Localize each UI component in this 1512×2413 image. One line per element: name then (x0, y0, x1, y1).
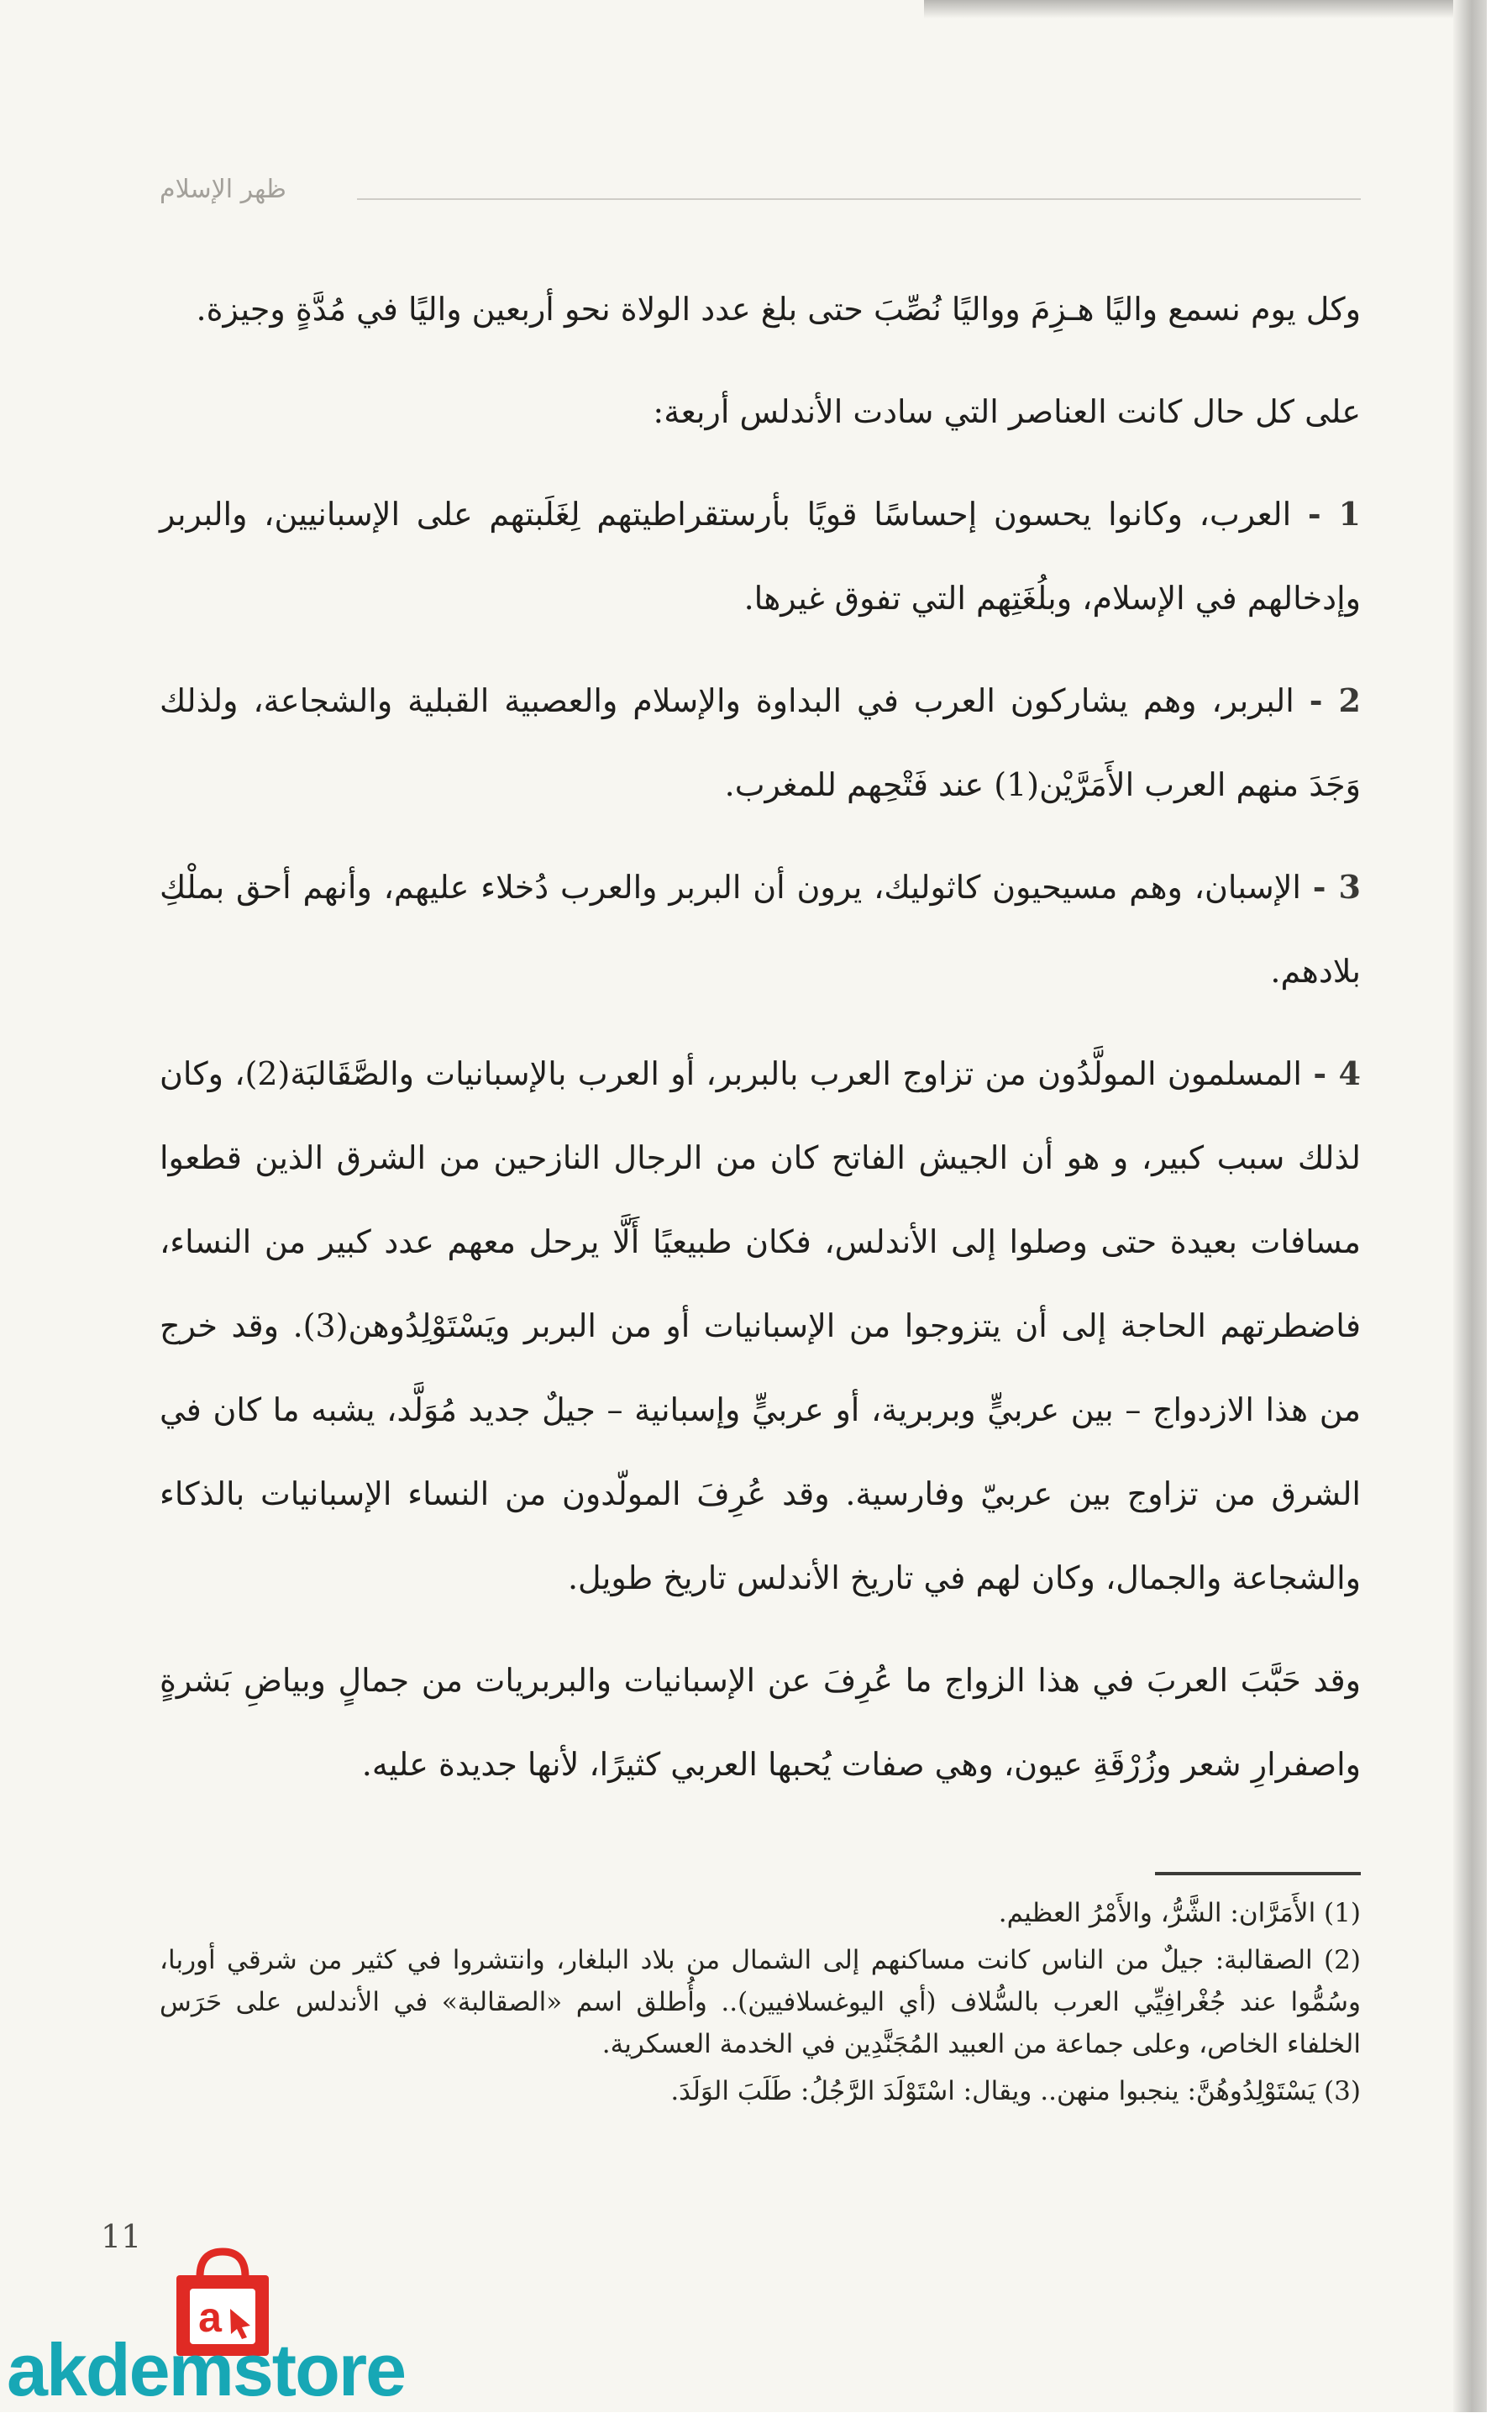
footnote-rule (1155, 1872, 1361, 1875)
footnote-1: (1) الأَمَرَّان: الشَّرُّ، والأَمْرُ العظيم. (998, 1898, 1361, 1928)
footnote-2: (2) الصقالبة: جيلٌ من الناس كانت مساكنهم إلى الشمال من بلاد البلغار، وانتشروا في كثير من شرقي أوربا، وسُمُّوا عند جُغْرافِيِّي العرب بالسُّلاف (أي اليوغسلافيين).. وأُطلق اسم «الصقالبة» في الأندلس على حَرَس الخلفاء الخاص، وعلى جماعة من العبيد المُجَنَّدِين في الخدمة العسكرية. (160, 1945, 1362, 2059)
scan-shadow (924, 0, 1470, 18)
list-number: 1 - (1307, 495, 1361, 533)
list-item-1 (160, 472, 1361, 640)
list-text: العرب، وكانوا يحسون إحساسًا قويًا بأرستقراطيتهم لِغَلَبتهم على الإسبانيين، والبربر وإدخالهم في الإسلام، وبلُغَتِهم التي تفوق غيرها. (160, 496, 1361, 617)
list-number: 2 - (1309, 681, 1361, 719)
footnotes (160, 1892, 1361, 2117)
page-number: 11 (101, 2218, 142, 2255)
brand-icon-letter: a (198, 2294, 222, 2341)
page-edge (1453, 0, 1487, 2412)
list-number: 3 - (1312, 868, 1361, 906)
scan-margin (1487, 0, 1512, 2412)
list-text: المسلمون المولَّدُون من تزاوج العرب بالبربر، أو العرب بالإسبانيات والصَّقَالبَة(2)، وكان لذلك سبب كبير، و هو أن الجيش الفاتح كان من الرجال النازحين من الشرق الذين قطعوا مسافات بعيدة حتى وصلوا إلى الأندلس، فكان طبيعيًا أَلَّا يرحل معهم عدد كبير من النساء، فاضطرتهم الحاجة إلى أن يتزوجوا من الإسبانيات أو من البربر ويَسْتَوْلِدُوهن(3). وقد خرج من هذا الازدواج – بين عربيٍّ وبربرية، أو عربيٍّ وإسبانية – جيلٌ جديد مُوَلَّد، يشبه ما كان في الشرق من تزاوج بين عربيّ وفارسية. وقد عُرِفَ المولّدون من النساء الإسبانيات بالذكاء والشجاعة والجمال، وكان لهم في تاريخ الأندلس تاريخ طويل. (160, 1055, 1362, 1596)
list-item-4 (160, 1032, 1361, 1620)
list-text: الإسبان، وهم مسيحيون كاثوليك، يرون أن البربر والعرب دُخلاء عليهم، وأنهم أحق بملْكِ بلادهم. (160, 869, 1361, 990)
running-header: ظهر الإسلام (160, 175, 286, 204)
footnote-3: (3) يَسْتَوْلِدُوهُنَّ: ينجبوا منهن.. ويقال: اسْتَوْلَدَ الرَّجُلُ: طَلَبَ الوَلَدَ. (670, 2076, 1361, 2106)
paragraph-elements: على كل حال كانت العناصر التي سادت الأندلس أربعة: (653, 393, 1361, 430)
paragraph-final: وقد حَبَّبَ العربَ في هذا الزواج ما عُرِفَ عن الإسبانيات والبربريات من جمالٍ وبياضِ بَشرةٍ واصفرارِ شعر وزُرْقَةِ عيون، وهي صفات يُحبها العربي كثيرًا، لأنها جديدة عليه. (160, 1662, 1361, 1783)
paragraph-intro: وكل يوم نسمع واليًا هـزِمَ وواليًا نُصِّبَ حتى بلغ عدد الولاة نحو أربعين واليًا في مُدَّةٍ وجيزة. (196, 291, 1361, 328)
list-item-3 (160, 845, 1361, 1013)
header-rule (357, 198, 1361, 200)
list-text: البربر، وهم يشاركون العرب في البداوة والإسلام والعصبية القبلية والشجاعة، ولذلك وَجَدَ منهم العرب الأَمَرَّيْن(1) عند فَتْحِهم للمغرب. (160, 682, 1361, 803)
brand-logo-text: akdemstore (7, 2328, 406, 2411)
main-text (160, 267, 1361, 1825)
list-number: 4 - (1313, 1054, 1361, 1092)
list-item-2 (160, 659, 1361, 827)
